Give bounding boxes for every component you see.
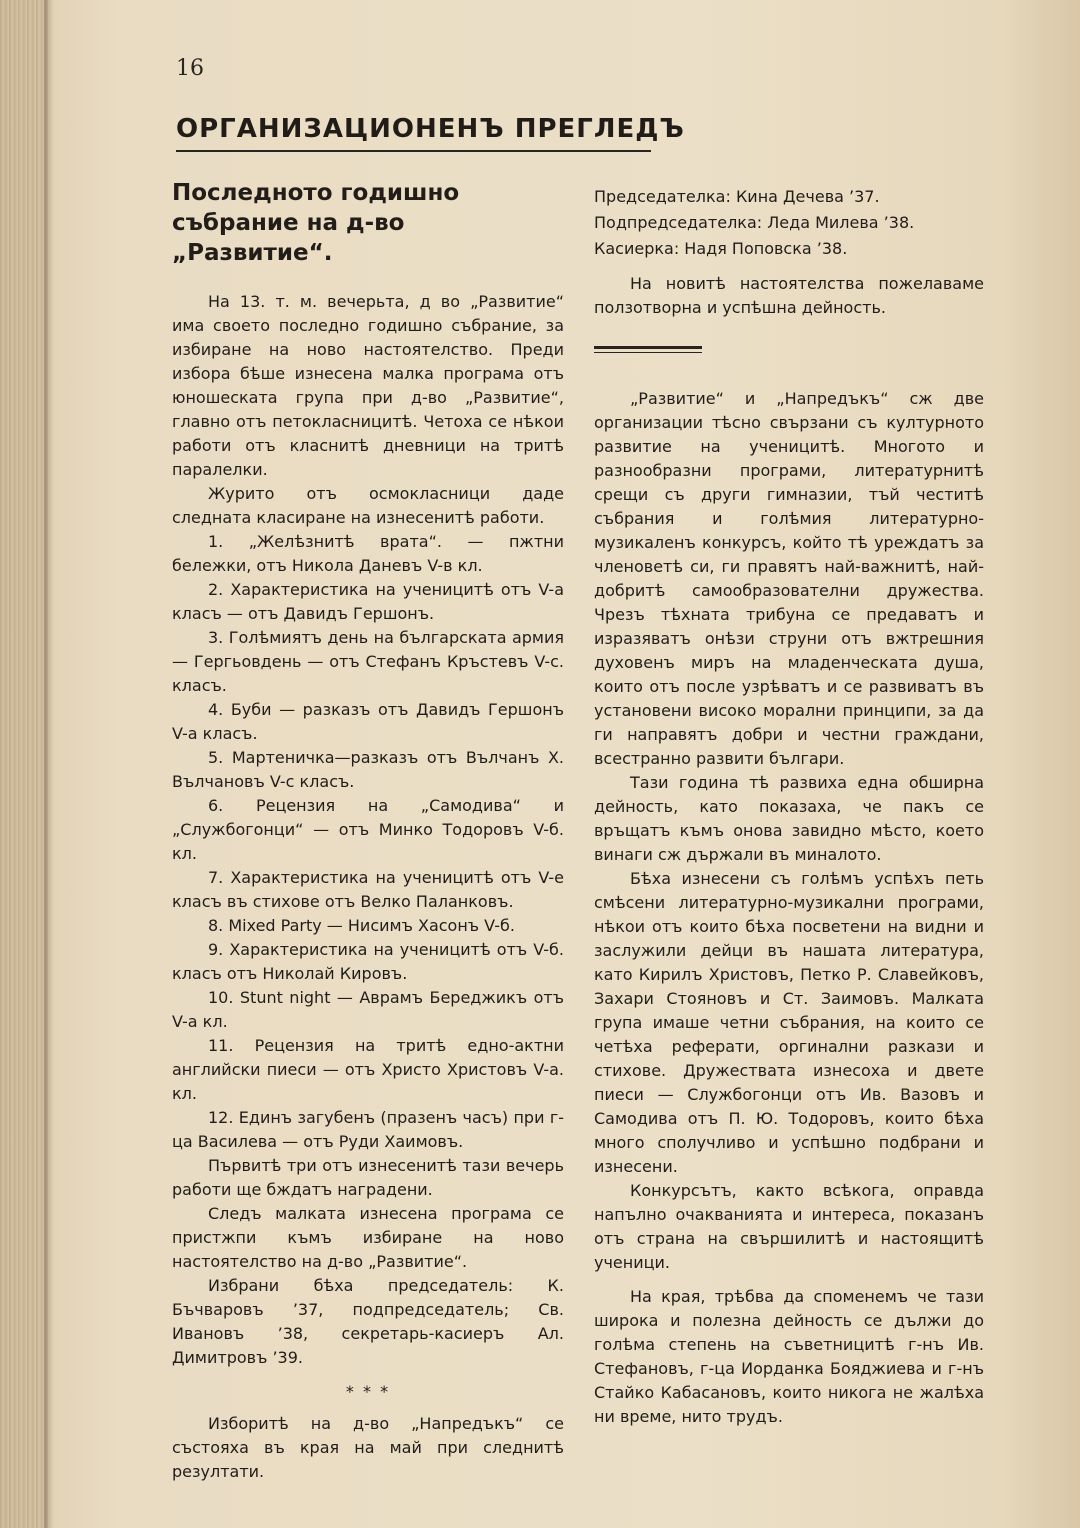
body-paragraph: На края, трѣбва да споменемъ че тази широка и полезна дейность се дължи до голѣма степень на съветницитѣ г-нъ Ив. Стефановъ, г-ца Иорданка Бояджиева и г-нъ Стайко Кабасановъ, които никога не жалѣха ни време, нито трудъ. xyxy=(594,1287,984,1426)
page-number: 16 xyxy=(176,56,204,81)
election-paragraph: Следъ малката изнесена програма се пристжпи къмъ избиране на ново настоятелство на д-во „Развитие“. xyxy=(172,1204,564,1271)
officer-line: Председателка: Кина Дечева ’37. xyxy=(594,187,880,206)
section-separator-stars: * * * xyxy=(345,1382,391,1401)
work-item: 6. Рецензия на „Самодива“ и „Службогонци“ — отъ Минко Тодоровъ V-б. кл. xyxy=(172,796,564,863)
elected-paragraph: Избрани бѣха председатель: К. Бъчваровъ ’37, подпредседатель; Св. Ивановъ ’38, секретарь-касиеръ Ал. Димитровъ ’39. xyxy=(172,1276,564,1367)
intro-paragraph: На 13. т. м. вечерьта, д во „Развитие“ има своето последно годишно събрание, за избиране на ново настоятелство. Преди избора бѣше изнесена малка програма отъ юношеската група при д-во „Развитие“, главно отъ петокласницитѣ. Четоха се нѣкои работи отъ класнитѣ дневници на тритѣ паралелки. xyxy=(172,292,564,479)
body-paragraph: Бѣха изнесени съ голѣмъ успѣхъ петь смѣсени литературно-музикални програми, нѣкои отъ които бѣха посветени на видни и заслужили дейци въ нашата литература, като Кирилъ Христовъ, Петко Р. Славейковъ, Захари Стояновъ и Ст. Заимовъ. Малката група имаше четни събрания, на които се четѣха реферати, оргинални разкази и стихове. Дружествата изнесоха и двете пиеси — Службогонци отъ Ив. Вазовъ и Самодива отъ П. Ю. Тодоровъ, които бѣха много сполучливо и успѣшно подбрани и изнесени. xyxy=(594,869,984,1176)
work-item: 2. Характеристика на ученицитѣ отъ V-а класъ — отъ Давидъ Гершонъ. xyxy=(172,580,564,623)
work-item: 9. Характеристика на ученицитѣ отъ V-б. класъ отъ Николай Кировъ. xyxy=(172,940,564,983)
jury-paragraph: Журито отъ осмокласници даде следната класиране на изнесенитѣ работи. xyxy=(172,484,564,527)
work-item: 12. Единъ загубенъ (празенъ часъ) при г-ца Василева — отъ Руди Хаимовъ. xyxy=(172,1108,564,1151)
wish-paragraph: На новитѣ настоятелства пожелаваме ползотворна и успѣшна дейность. xyxy=(594,274,984,317)
work-item: 8. Mixed Party — Нисимъ Хасонъ V-б. xyxy=(208,916,515,935)
work-item: 7. Характеристика на ученицитѣ отъ V-е класъ въ стихове отъ Велко Паланковъ. xyxy=(172,868,564,911)
page-binding-edge xyxy=(0,0,48,1528)
work-item: 3. Голѣмиятъ день на българската армия — Гергьовдень — отъ Стефанъ Кръстевъ V-с. класъ. xyxy=(172,628,564,695)
work-item: 11. Рецензия на тритѣ едно-актни английски пиеси — отъ Христо Христовъ V-а. кл. xyxy=(172,1036,564,1103)
work-item: 5. Мартеничка—разказъ отъ Вълчанъ Х. Вълчановъ V-с класъ. xyxy=(172,748,564,791)
officer-line: Подпредседателка: Леда Милева ’38. xyxy=(594,213,915,232)
left-column xyxy=(172,178,564,1484)
work-item: 4. Буби — разказъ отъ Давидъ Гершонъ V-а класъ. xyxy=(172,700,564,743)
work-item: 1. „Желѣзнитѣ врата“. — пжтни бележки, отъ Никола Даневъ V-в кл. xyxy=(172,532,564,575)
officer-line: Касиерка: Надя Поповска ’38. xyxy=(594,239,848,258)
body-paragraph: „Развитие“ и „Напредъкъ“ сж две организации тѣсно свързани съ културното развитие на ученицитѣ. Многото и разнообразни програми, литературнитѣ срещи съ други гимназии, тъй честитѣ събрания и голѣмия литературно-музикаленъ конкурсъ, който тѣ уреждатъ за членоветѣ си, ги правятъ най-важнитѣ, най-добритѣ самообразователни дружества. Чрезъ тѣхната трибуна се предаватъ и изразяватъ онѣзи струни отъ вжтрешния духовенъ миръ на младенческата душа, които отъ после узрѣватъ и се развиватъ въ установени високо морални принципи, за да ги направятъ добри и честни граждани, всестранно развити българи. xyxy=(594,389,984,768)
body-paragraph: Конкурсътъ, както всѣкога, оправда напълно очакванията и интереса, показанъ отъ страна на свършилитѣ и настоящитѣ ученици. xyxy=(594,1181,984,1272)
awards-paragraph: Първитѣ три отъ изнесенитѣ тази вечерь работи ще бждатъ наградени. xyxy=(172,1156,564,1199)
work-item: 10. Stunt night — Аврамъ Береджикъ отъ V-а кл. xyxy=(172,988,564,1031)
right-column xyxy=(594,184,984,1429)
binding-shadow xyxy=(44,0,54,1528)
article-title: Последното годишно събрание на д-во „Развитие“. xyxy=(172,180,460,266)
section-title: ОРГАНИЗАЦИОНЕНЪ ПРЕГЛЕДЪ xyxy=(176,114,651,152)
double-rule-divider xyxy=(594,346,984,353)
body-paragraph: Тази година тѣ развиха една обширна дейность, като показаха, че пакъ се връщатъ къмъ онова завидно мѣсто, което винаги сж държали въ миналото. xyxy=(594,773,984,864)
napredak-paragraph: Изборитѣ на д-во „Напредъкъ“ се състояха въ края на май при следнитѣ резултати. xyxy=(172,1414,564,1481)
